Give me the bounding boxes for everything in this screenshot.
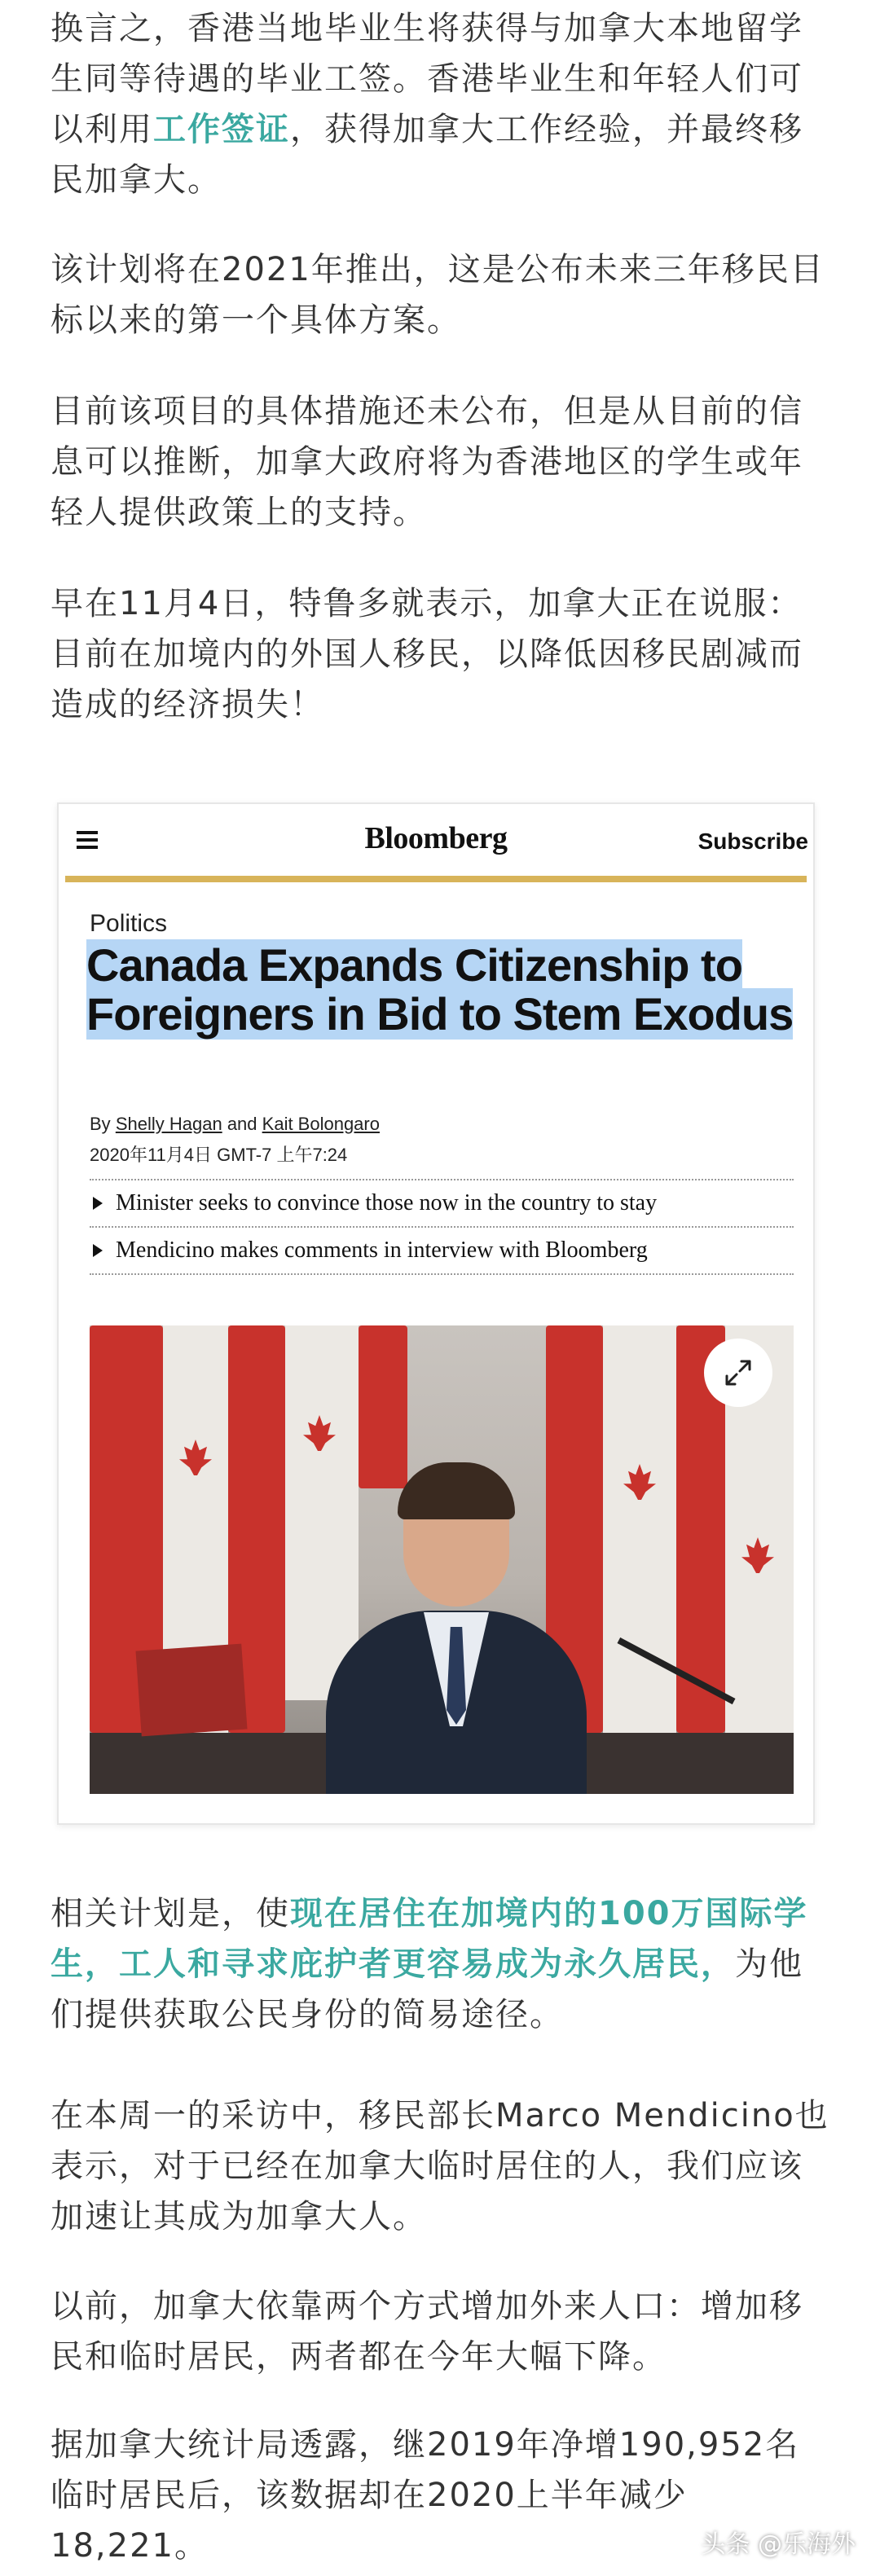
bullet-item [90,1180,794,1228]
byline [90,1114,380,1135]
summary-bullets [90,1179,794,1275]
bullet-item [90,1228,794,1275]
triangle-bullet-icon [93,1244,103,1257]
header-divider [65,876,807,882]
paragraph-2: 该计划将在2021年推出，这是公布未来三年移民目标以来的第一个具体方案。 [51,251,825,339]
author-link-2[interactable]: Kait Bolongaro [262,1114,380,1134]
article-photo[interactable] [90,1325,794,1794]
author-link-1[interactable]: Shelly Hagan [115,1114,222,1134]
bloomberg-logo[interactable]: Bloomberg [364,821,508,855]
paragraph-3: 目前该项目的具体措施还未公布，但是从目前的信息可以推断，加拿大政府将为香港地区的学生或年轻人提供政策上的支持。 [51,393,803,531]
article-date: 2020年11月4日 GMT-7 上午7:24 [90,1145,348,1165]
expand-photo-button[interactable] [704,1339,772,1407]
paragraph-5-text-a: 相关计划是，使 [51,1895,290,1932]
subscribe-button[interactable]: Subscribe [697,829,808,854]
flag-red-band [359,1325,407,1488]
bullet-text: Minister seeks to convince those now in the country to stay [116,1190,658,1215]
flag-white-band [603,1325,676,1733]
paragraph-1 [51,3,831,205]
bullet-text: Mendicino makes comments in interview with Bloomberg [116,1237,648,1263]
flag-white-band [285,1325,359,1700]
paragraph-5-text-b: 为他们提供获取公民身份的简易途径。 [51,1945,803,2033]
paragraph-8: 据加拿大统计局透露，继2019年净增190,952名临时居民后，该数据却在2020上半年减少18,221。 [51,2426,800,2565]
byline-prefix: By [90,1114,111,1134]
watermark: 头条 @乐海外 [701,2530,856,2559]
expand-icon [722,1356,755,1389]
byline-and: and [227,1114,257,1134]
highlight-permanent-residents: 现在居住在加境内的100万国际学生，工人和寻求庇护者更容易成为永久居民， [51,1895,808,1983]
paragraph-7: 以前，加拿大依靠两个方式增加外来人口：增加移民和临时居民，两者都在今年大幅下降。 [51,2288,803,2376]
section-label[interactable]: Politics [90,910,168,937]
speaker-hair [398,1462,515,1519]
paragraph-6: 在本周一的采访中，移民部长Marco Mendicino也表示，对于已经在加拿大临时居住的人，我们应该加速让其成为加拿大人。 [51,2097,829,2235]
paragraph-4: 早在11月4日，特鲁多就表示，加拿大正在说服：目前在加境内的外国人移民，以降低因移民剧减而造成的经济损失！ [51,585,803,723]
paragraph-1-text-b: ，获得加拿大工作经验，并最终移民加拿大。 [51,111,803,199]
bloomberg-header [59,804,813,886]
triangle-bullet-icon [93,1197,103,1210]
paragraph-1-text-a: 换言之，香港当地毕业生将获得与加拿大本地留学生同等待遇的毕业工签。香港毕业生和年轻人们可以利用 [51,10,803,148]
work-visa-link[interactable]: 工作签证 [153,111,290,148]
bloomberg-article-screenshot [57,802,815,1825]
podium-nameplate [135,1644,247,1737]
headline-text: Canada Expands Citizenship to Foreigners in Bid to Stem Exodus [86,939,794,1040]
article-headline [86,941,803,1039]
paragraph-5 [51,1888,831,2040]
